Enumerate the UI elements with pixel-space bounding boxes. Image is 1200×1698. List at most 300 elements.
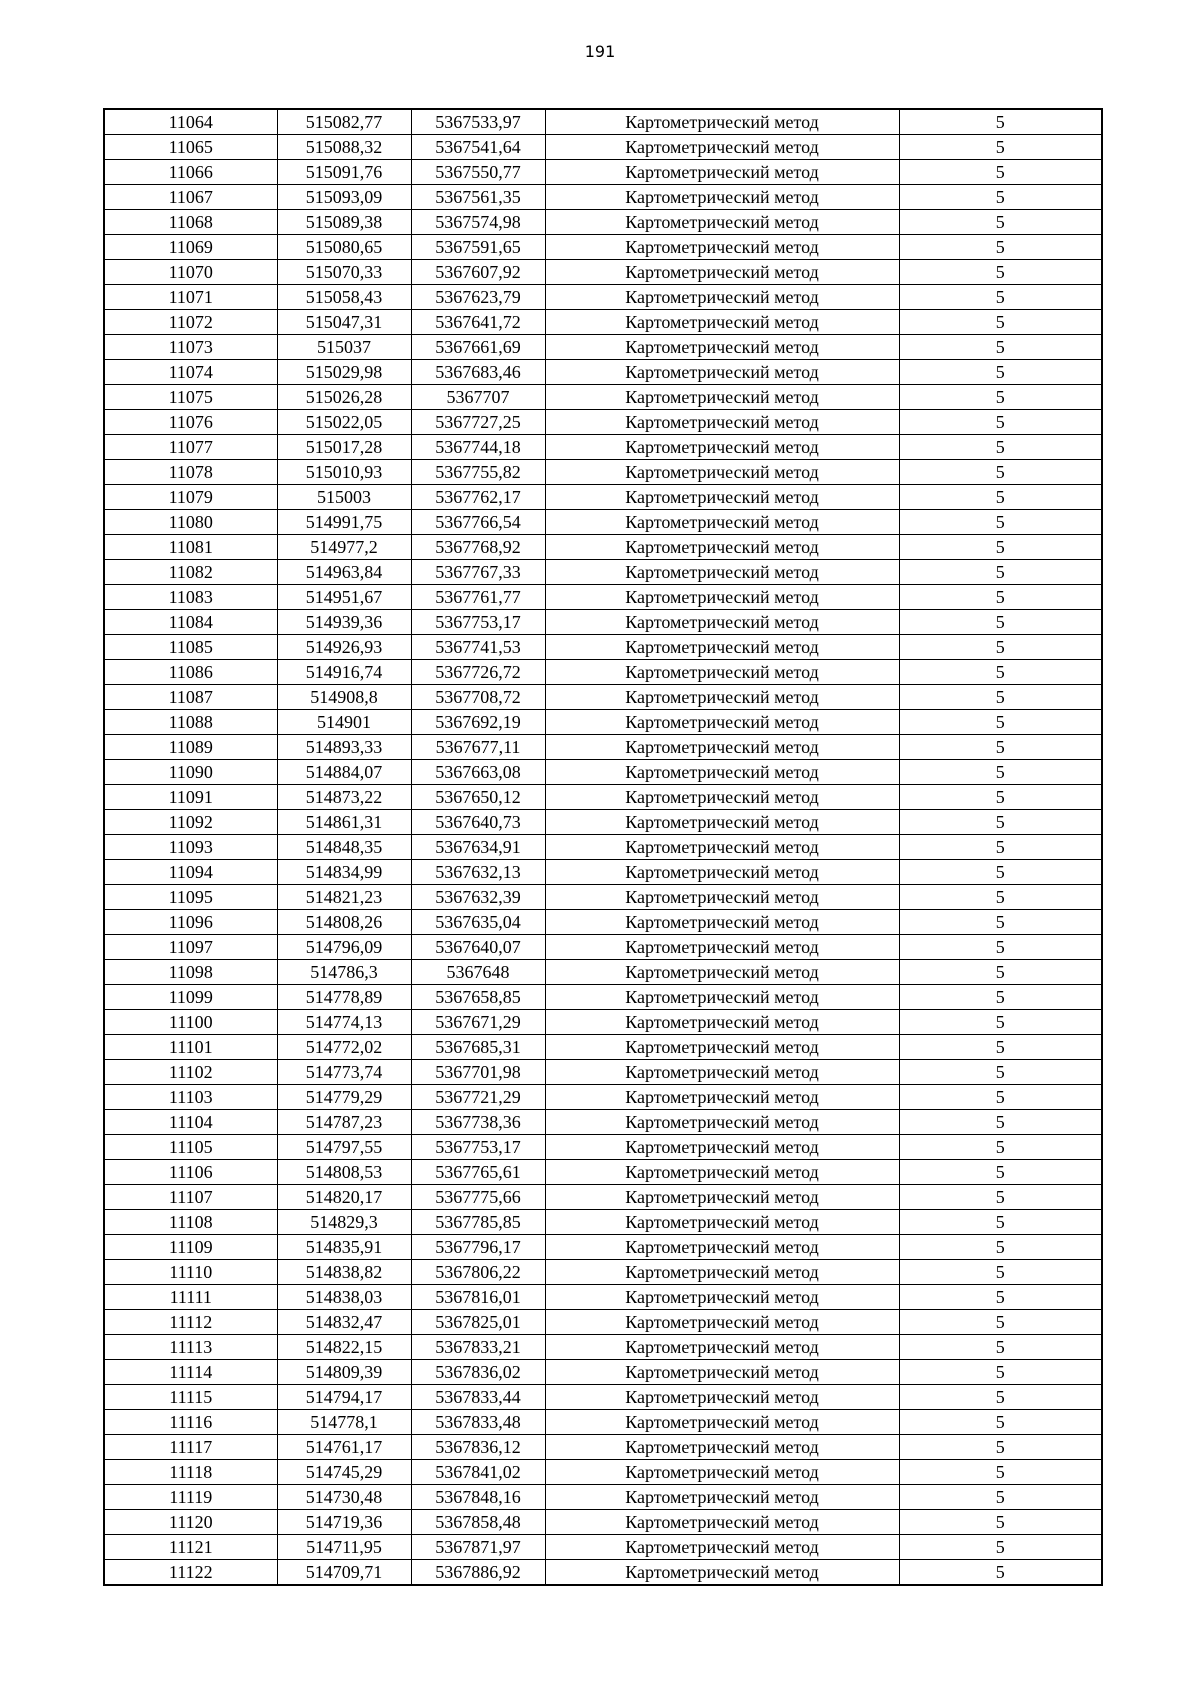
y-coordinate-cell: 5367663,08 xyxy=(411,760,545,785)
accuracy-cell: 5 xyxy=(899,435,1102,460)
accuracy-cell: 5 xyxy=(899,1210,1102,1235)
table-row xyxy=(104,460,1102,485)
point-number-cell: 11104 xyxy=(104,1110,277,1135)
method-cell: Картометрический метод xyxy=(545,335,899,360)
accuracy-cell: 5 xyxy=(899,310,1102,335)
accuracy-cell: 5 xyxy=(899,660,1102,685)
point-number-cell: 11076 xyxy=(104,410,277,435)
method-cell: Картометрический метод xyxy=(545,535,899,560)
point-number-cell: 11119 xyxy=(104,1485,277,1510)
method-cell: Картометрический метод xyxy=(545,1110,899,1135)
method-cell: Картометрический метод xyxy=(545,1085,899,1110)
method-cell: Картометрический метод xyxy=(545,560,899,585)
method-cell: Картометрический метод xyxy=(545,1310,899,1335)
point-number-cell: 11106 xyxy=(104,1160,277,1185)
method-cell: Картометрический метод xyxy=(545,1410,899,1435)
point-number-cell: 11115 xyxy=(104,1385,277,1410)
y-coordinate-cell: 5367591,65 xyxy=(411,235,545,260)
y-coordinate-cell: 5367607,92 xyxy=(411,260,545,285)
accuracy-cell: 5 xyxy=(899,810,1102,835)
accuracy-cell: 5 xyxy=(899,285,1102,310)
y-coordinate-cell: 5367727,25 xyxy=(411,410,545,435)
accuracy-cell: 5 xyxy=(899,910,1102,935)
table-row xyxy=(104,785,1102,810)
point-number-cell: 11067 xyxy=(104,185,277,210)
table-row xyxy=(104,710,1102,735)
accuracy-cell: 5 xyxy=(899,685,1102,710)
point-number-cell: 11073 xyxy=(104,335,277,360)
x-coordinate-cell: 514908,8 xyxy=(277,685,411,710)
accuracy-cell: 5 xyxy=(899,585,1102,610)
y-coordinate-cell: 5367825,01 xyxy=(411,1310,545,1335)
table-row xyxy=(104,235,1102,260)
accuracy-cell: 5 xyxy=(899,885,1102,910)
table-row xyxy=(104,1185,1102,1210)
table-row xyxy=(104,1560,1102,1586)
y-coordinate-cell: 5367775,66 xyxy=(411,1185,545,1210)
x-coordinate-cell: 514822,15 xyxy=(277,1335,411,1360)
accuracy-cell: 5 xyxy=(899,710,1102,735)
y-coordinate-cell: 5367550,77 xyxy=(411,160,545,185)
method-cell: Картометрический метод xyxy=(545,1335,899,1360)
accuracy-cell: 5 xyxy=(899,410,1102,435)
method-cell: Картометрический метод xyxy=(545,1260,899,1285)
method-cell: Картометрический метод xyxy=(545,1060,899,1085)
x-coordinate-cell: 515022,05 xyxy=(277,410,411,435)
table-row xyxy=(104,560,1102,585)
table-row xyxy=(104,535,1102,560)
y-coordinate-cell: 5367650,12 xyxy=(411,785,545,810)
y-coordinate-cell: 5367836,12 xyxy=(411,1435,545,1460)
accuracy-cell: 5 xyxy=(899,360,1102,385)
y-coordinate-cell: 5367871,97 xyxy=(411,1535,545,1560)
x-coordinate-cell: 514848,35 xyxy=(277,835,411,860)
y-coordinate-cell: 5367841,02 xyxy=(411,1460,545,1485)
method-cell: Картометрический метод xyxy=(545,960,899,985)
table-row xyxy=(104,1285,1102,1310)
y-coordinate-cell: 5367685,31 xyxy=(411,1035,545,1060)
method-cell: Картометрический метод xyxy=(545,1210,899,1235)
accuracy-cell: 5 xyxy=(899,1510,1102,1535)
y-coordinate-cell: 5367658,85 xyxy=(411,985,545,1010)
y-coordinate-cell: 5367816,01 xyxy=(411,1285,545,1310)
point-number-cell: 11095 xyxy=(104,885,277,910)
y-coordinate-cell: 5367632,39 xyxy=(411,885,545,910)
point-number-cell: 11113 xyxy=(104,1335,277,1360)
table-row xyxy=(104,1310,1102,1335)
accuracy-cell: 5 xyxy=(899,1360,1102,1385)
point-number-cell: 11093 xyxy=(104,835,277,860)
y-coordinate-cell: 5367766,54 xyxy=(411,510,545,535)
x-coordinate-cell: 514787,23 xyxy=(277,1110,411,1135)
table-row xyxy=(104,885,1102,910)
point-number-cell: 11121 xyxy=(104,1535,277,1560)
x-coordinate-cell: 515029,98 xyxy=(277,360,411,385)
x-coordinate-cell: 514977,2 xyxy=(277,535,411,560)
accuracy-cell: 5 xyxy=(899,1385,1102,1410)
point-number-cell: 11117 xyxy=(104,1435,277,1460)
y-coordinate-cell: 5367765,61 xyxy=(411,1160,545,1185)
table-row xyxy=(104,585,1102,610)
table-row xyxy=(104,1460,1102,1485)
y-coordinate-cell: 5367671,29 xyxy=(411,1010,545,1035)
point-number-cell: 11087 xyxy=(104,685,277,710)
point-number-cell: 11089 xyxy=(104,735,277,760)
point-number-cell: 11079 xyxy=(104,485,277,510)
y-coordinate-cell: 5367768,92 xyxy=(411,535,545,560)
x-coordinate-cell: 515082,77 xyxy=(277,109,411,135)
table-row xyxy=(104,285,1102,310)
point-number-cell: 11101 xyxy=(104,1035,277,1060)
x-coordinate-cell: 515070,33 xyxy=(277,260,411,285)
point-number-cell: 11080 xyxy=(104,510,277,535)
x-coordinate-cell: 514835,91 xyxy=(277,1235,411,1260)
y-coordinate-cell: 5367848,16 xyxy=(411,1485,545,1510)
x-coordinate-cell: 515026,28 xyxy=(277,385,411,410)
point-number-cell: 11083 xyxy=(104,585,277,610)
table-row xyxy=(104,310,1102,335)
point-number-cell: 11066 xyxy=(104,160,277,185)
y-coordinate-cell: 5367785,85 xyxy=(411,1210,545,1235)
method-cell: Картометрический метод xyxy=(545,585,899,610)
method-cell: Картометрический метод xyxy=(545,510,899,535)
accuracy-cell: 5 xyxy=(899,1135,1102,1160)
point-number-cell: 11071 xyxy=(104,285,277,310)
x-coordinate-cell: 514778,89 xyxy=(277,985,411,1010)
method-cell: Картометрический метод xyxy=(545,935,899,960)
table-row xyxy=(104,360,1102,385)
method-cell: Картометрический метод xyxy=(545,610,899,635)
accuracy-cell: 5 xyxy=(899,560,1102,585)
y-coordinate-cell: 5367721,29 xyxy=(411,1085,545,1110)
table-row xyxy=(104,1360,1102,1385)
y-coordinate-cell: 5367640,73 xyxy=(411,810,545,835)
point-number-cell: 11098 xyxy=(104,960,277,985)
point-number-cell: 11078 xyxy=(104,460,277,485)
x-coordinate-cell: 515089,38 xyxy=(277,210,411,235)
accuracy-cell: 5 xyxy=(899,1085,1102,1110)
accuracy-cell: 5 xyxy=(899,335,1102,360)
point-number-cell: 11100 xyxy=(104,1010,277,1035)
y-coordinate-cell: 5367707 xyxy=(411,385,545,410)
point-number-cell: 11077 xyxy=(104,435,277,460)
y-coordinate-cell: 5367635,04 xyxy=(411,910,545,935)
method-cell: Картометрический метод xyxy=(545,210,899,235)
method-cell: Картометрический метод xyxy=(545,810,899,835)
point-number-cell: 11099 xyxy=(104,985,277,1010)
x-coordinate-cell: 514809,39 xyxy=(277,1360,411,1385)
accuracy-cell: 5 xyxy=(899,735,1102,760)
table-row xyxy=(104,1060,1102,1085)
accuracy-cell: 5 xyxy=(899,1560,1102,1586)
x-coordinate-cell: 515010,93 xyxy=(277,460,411,485)
accuracy-cell: 5 xyxy=(899,1010,1102,1035)
accuracy-cell: 5 xyxy=(899,1285,1102,1310)
method-cell: Картометрический метод xyxy=(545,910,899,935)
method-cell: Картометрический метод xyxy=(545,1160,899,1185)
accuracy-cell: 5 xyxy=(899,260,1102,285)
accuracy-cell: 5 xyxy=(899,460,1102,485)
accuracy-cell: 5 xyxy=(899,1060,1102,1085)
x-coordinate-cell: 515058,43 xyxy=(277,285,411,310)
x-coordinate-cell: 514786,3 xyxy=(277,960,411,985)
table-row xyxy=(104,260,1102,285)
method-cell: Картометрический метод xyxy=(545,410,899,435)
point-number-cell: 11096 xyxy=(104,910,277,935)
method-cell: Картометрический метод xyxy=(545,310,899,335)
x-coordinate-cell: 515091,76 xyxy=(277,160,411,185)
accuracy-cell: 5 xyxy=(899,860,1102,885)
x-coordinate-cell: 514916,74 xyxy=(277,660,411,685)
table-row xyxy=(104,960,1102,985)
point-number-cell: 11090 xyxy=(104,760,277,785)
table-row xyxy=(104,1110,1102,1135)
table-row xyxy=(104,685,1102,710)
table-row xyxy=(104,1510,1102,1535)
accuracy-cell: 5 xyxy=(899,1160,1102,1185)
x-coordinate-cell: 514884,07 xyxy=(277,760,411,785)
x-coordinate-cell: 514861,31 xyxy=(277,810,411,835)
method-cell: Картометрический метод xyxy=(545,1485,899,1510)
x-coordinate-cell: 514939,36 xyxy=(277,610,411,635)
y-coordinate-cell: 5367561,35 xyxy=(411,185,545,210)
method-cell: Картометрический метод xyxy=(545,1510,899,1535)
table-row xyxy=(104,385,1102,410)
point-number-cell: 11091 xyxy=(104,785,277,810)
table-row xyxy=(104,1260,1102,1285)
x-coordinate-cell: 514772,02 xyxy=(277,1035,411,1060)
x-coordinate-cell: 514774,13 xyxy=(277,1010,411,1035)
method-cell: Картометрический метод xyxy=(545,285,899,310)
accuracy-cell: 5 xyxy=(899,1410,1102,1435)
x-coordinate-cell: 515047,31 xyxy=(277,310,411,335)
y-coordinate-cell: 5367634,91 xyxy=(411,835,545,860)
x-coordinate-cell: 514808,26 xyxy=(277,910,411,935)
point-number-cell: 11114 xyxy=(104,1360,277,1385)
method-cell: Картометрический метод xyxy=(545,710,899,735)
method-cell: Картометрический метод xyxy=(545,1185,899,1210)
method-cell: Картометрический метод xyxy=(545,635,899,660)
x-coordinate-cell: 514797,55 xyxy=(277,1135,411,1160)
x-coordinate-cell: 514901 xyxy=(277,710,411,735)
table-row xyxy=(104,210,1102,235)
accuracy-cell: 5 xyxy=(899,210,1102,235)
accuracy-cell: 5 xyxy=(899,1260,1102,1285)
point-number-cell: 11084 xyxy=(104,610,277,635)
method-cell: Картометрический метод xyxy=(545,135,899,160)
point-number-cell: 11085 xyxy=(104,635,277,660)
point-number-cell: 11116 xyxy=(104,1410,277,1435)
table-row xyxy=(104,635,1102,660)
y-coordinate-cell: 5367833,48 xyxy=(411,1410,545,1435)
point-number-cell: 11105 xyxy=(104,1135,277,1160)
accuracy-cell: 5 xyxy=(899,935,1102,960)
x-coordinate-cell: 515093,09 xyxy=(277,185,411,210)
table-row xyxy=(104,485,1102,510)
y-coordinate-cell: 5367623,79 xyxy=(411,285,545,310)
x-coordinate-cell: 514711,95 xyxy=(277,1535,411,1560)
accuracy-cell: 5 xyxy=(899,485,1102,510)
y-coordinate-cell: 5367744,18 xyxy=(411,435,545,460)
x-coordinate-cell: 514951,67 xyxy=(277,585,411,610)
y-coordinate-cell: 5367858,48 xyxy=(411,1510,545,1535)
table-row xyxy=(104,1435,1102,1460)
y-coordinate-cell: 5367640,07 xyxy=(411,935,545,960)
point-number-cell: 11109 xyxy=(104,1235,277,1260)
table-row xyxy=(104,760,1102,785)
y-coordinate-cell: 5367886,92 xyxy=(411,1560,545,1586)
method-cell: Картометрический метод xyxy=(545,1035,899,1060)
point-number-cell: 11064 xyxy=(104,109,277,135)
x-coordinate-cell: 515088,32 xyxy=(277,135,411,160)
accuracy-cell: 5 xyxy=(899,1310,1102,1335)
y-coordinate-cell: 5367755,82 xyxy=(411,460,545,485)
x-coordinate-cell: 514926,93 xyxy=(277,635,411,660)
accuracy-cell: 5 xyxy=(899,1185,1102,1210)
x-coordinate-cell: 514730,48 xyxy=(277,1485,411,1510)
method-cell: Картометрический метод xyxy=(545,660,899,685)
table-row xyxy=(104,1085,1102,1110)
accuracy-cell: 5 xyxy=(899,1335,1102,1360)
table-row xyxy=(104,510,1102,535)
y-coordinate-cell: 5367753,17 xyxy=(411,1135,545,1160)
method-cell: Картометрический метод xyxy=(545,860,899,885)
x-coordinate-cell: 514832,47 xyxy=(277,1310,411,1335)
accuracy-cell: 5 xyxy=(899,160,1102,185)
y-coordinate-cell: 5367833,21 xyxy=(411,1335,545,1360)
method-cell: Картометрический метод xyxy=(545,1460,899,1485)
point-number-cell: 11094 xyxy=(104,860,277,885)
y-coordinate-cell: 5367701,98 xyxy=(411,1060,545,1085)
accuracy-cell: 5 xyxy=(899,1460,1102,1485)
y-coordinate-cell: 5367683,46 xyxy=(411,360,545,385)
point-number-cell: 11065 xyxy=(104,135,277,160)
table-row xyxy=(104,1235,1102,1260)
y-coordinate-cell: 5367738,36 xyxy=(411,1110,545,1135)
table-row xyxy=(104,835,1102,860)
method-cell: Картометрический метод xyxy=(545,185,899,210)
point-number-cell: 11122 xyxy=(104,1560,277,1586)
accuracy-cell: 5 xyxy=(899,610,1102,635)
method-cell: Картометрический метод xyxy=(545,760,899,785)
method-cell: Картометрический метод xyxy=(545,1010,899,1035)
point-number-cell: 11102 xyxy=(104,1060,277,1085)
method-cell: Картометрический метод xyxy=(545,1385,899,1410)
table-row xyxy=(104,1135,1102,1160)
point-number-cell: 11112 xyxy=(104,1310,277,1335)
method-cell: Картометрический метод xyxy=(545,685,899,710)
method-cell: Картометрический метод xyxy=(545,885,899,910)
x-coordinate-cell: 514794,17 xyxy=(277,1385,411,1410)
method-cell: Картометрический метод xyxy=(545,1360,899,1385)
table-row xyxy=(104,435,1102,460)
accuracy-cell: 5 xyxy=(899,960,1102,985)
y-coordinate-cell: 5367833,44 xyxy=(411,1385,545,1410)
method-cell: Картометрический метод xyxy=(545,1560,899,1586)
accuracy-cell: 5 xyxy=(899,1035,1102,1060)
table-row xyxy=(104,1160,1102,1185)
method-cell: Картометрический метод xyxy=(545,460,899,485)
method-cell: Картометрический метод xyxy=(545,485,899,510)
y-coordinate-cell: 5367796,17 xyxy=(411,1235,545,1260)
point-number-cell: 11081 xyxy=(104,535,277,560)
method-cell: Картометрический метод xyxy=(545,260,899,285)
point-number-cell: 11118 xyxy=(104,1460,277,1485)
x-coordinate-cell: 515003 xyxy=(277,485,411,510)
point-number-cell: 11097 xyxy=(104,935,277,960)
accuracy-cell: 5 xyxy=(899,785,1102,810)
accuracy-cell: 5 xyxy=(899,535,1102,560)
table-row xyxy=(104,735,1102,760)
accuracy-cell: 5 xyxy=(899,385,1102,410)
method-cell: Картометрический метод xyxy=(545,1285,899,1310)
y-coordinate-cell: 5367533,97 xyxy=(411,109,545,135)
method-cell: Картометрический метод xyxy=(545,835,899,860)
method-cell: Картометрический метод xyxy=(545,235,899,260)
x-coordinate-cell: 515080,65 xyxy=(277,235,411,260)
point-number-cell: 11074 xyxy=(104,360,277,385)
method-cell: Картометрический метод xyxy=(545,1435,899,1460)
table-row xyxy=(104,1535,1102,1560)
x-coordinate-cell: 514873,22 xyxy=(277,785,411,810)
accuracy-cell: 5 xyxy=(899,235,1102,260)
y-coordinate-cell: 5367753,17 xyxy=(411,610,545,635)
table-row xyxy=(104,160,1102,185)
accuracy-cell: 5 xyxy=(899,510,1102,535)
y-coordinate-cell: 5367574,98 xyxy=(411,210,545,235)
x-coordinate-cell: 514821,23 xyxy=(277,885,411,910)
x-coordinate-cell: 514834,99 xyxy=(277,860,411,885)
point-number-cell: 11068 xyxy=(104,210,277,235)
accuracy-cell: 5 xyxy=(899,635,1102,660)
table-row xyxy=(104,1485,1102,1510)
point-number-cell: 11111 xyxy=(104,1285,277,1310)
y-coordinate-cell: 5367767,33 xyxy=(411,560,545,585)
table-row xyxy=(104,1010,1102,1035)
method-cell: Картометрический метод xyxy=(545,1235,899,1260)
accuracy-cell: 5 xyxy=(899,135,1102,160)
x-coordinate-cell: 514745,29 xyxy=(277,1460,411,1485)
accuracy-cell: 5 xyxy=(899,1435,1102,1460)
point-number-cell: 11088 xyxy=(104,710,277,735)
point-number-cell: 11092 xyxy=(104,810,277,835)
point-number-cell: 11108 xyxy=(104,1210,277,1235)
point-number-cell: 11107 xyxy=(104,1185,277,1210)
table-row xyxy=(104,135,1102,160)
method-cell: Картометрический метод xyxy=(545,735,899,760)
point-number-cell: 11120 xyxy=(104,1510,277,1535)
method-cell: Картометрический метод xyxy=(545,1135,899,1160)
point-number-cell: 11110 xyxy=(104,1260,277,1285)
x-coordinate-cell: 514829,3 xyxy=(277,1210,411,1235)
coordinates-table xyxy=(103,108,1103,1586)
y-coordinate-cell: 5367806,22 xyxy=(411,1260,545,1285)
x-coordinate-cell: 514838,03 xyxy=(277,1285,411,1310)
point-number-cell: 11075 xyxy=(104,385,277,410)
table-row xyxy=(104,109,1102,135)
table-row xyxy=(104,810,1102,835)
accuracy-cell: 5 xyxy=(899,109,1102,135)
table-row xyxy=(104,1335,1102,1360)
x-coordinate-cell: 514778,1 xyxy=(277,1410,411,1435)
y-coordinate-cell: 5367741,53 xyxy=(411,635,545,660)
method-cell: Картометрический метод xyxy=(545,985,899,1010)
y-coordinate-cell: 5367836,02 xyxy=(411,1360,545,1385)
table-row xyxy=(104,1385,1102,1410)
point-number-cell: 11103 xyxy=(104,1085,277,1110)
x-coordinate-cell: 514709,71 xyxy=(277,1560,411,1586)
x-coordinate-cell: 514773,74 xyxy=(277,1060,411,1085)
